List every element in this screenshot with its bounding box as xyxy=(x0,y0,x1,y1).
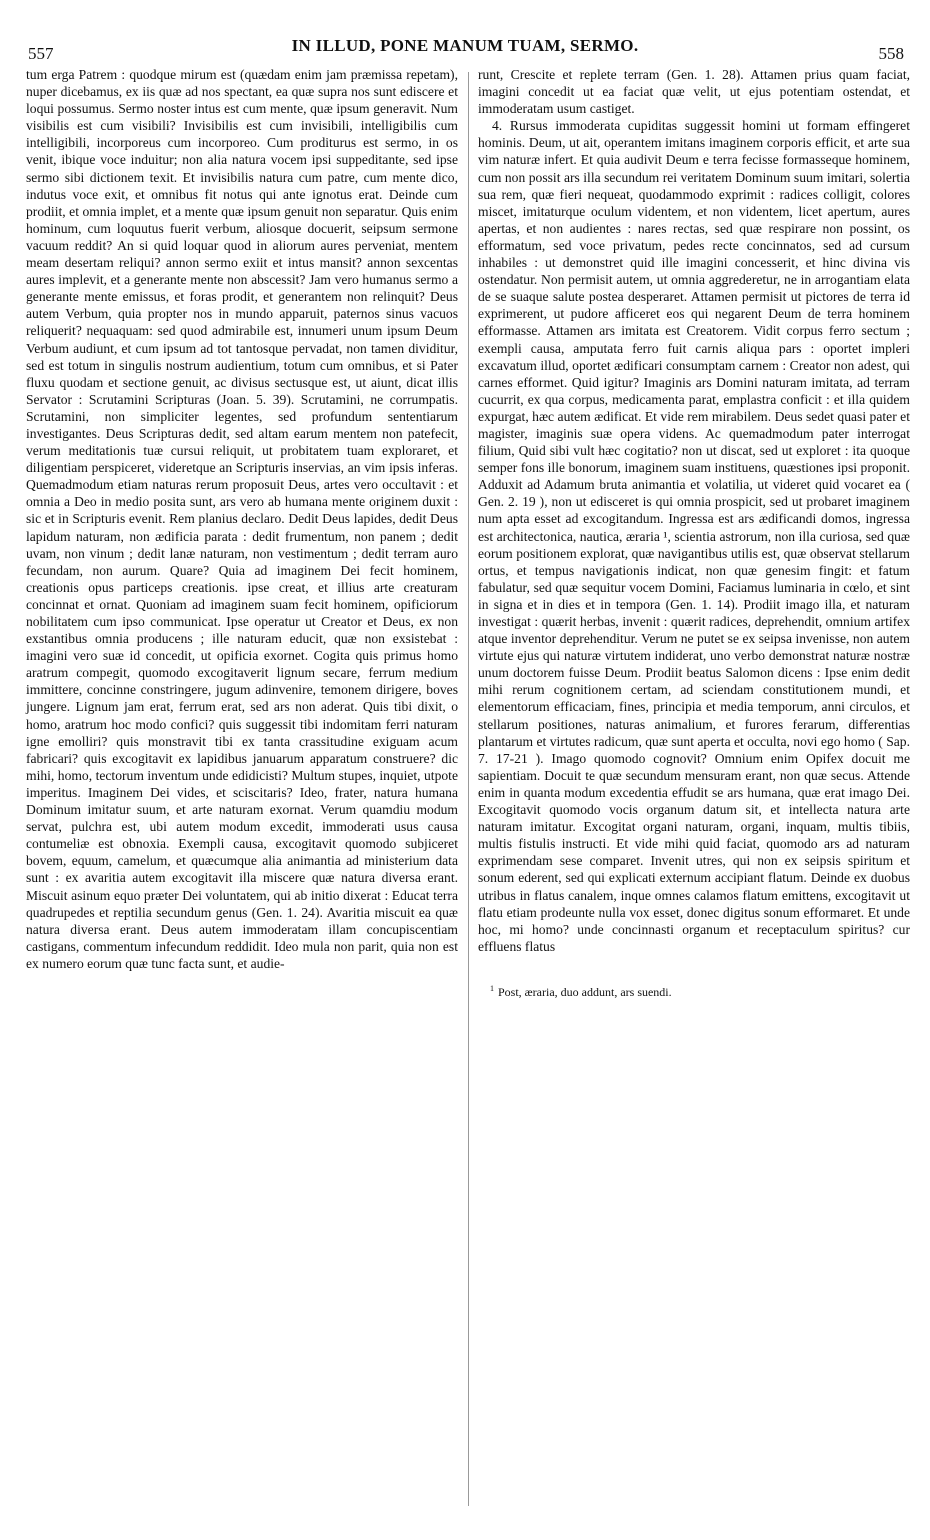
text-columns xyxy=(26,66,910,1520)
right-column xyxy=(478,66,910,1000)
page xyxy=(26,30,910,1520)
page-number-right: 558 xyxy=(878,44,904,63)
right-paragraph-2: 4. Rursus immoderata cupiditas suggessit homini ut formam effingeret hominis. Deum, ut ait, operantem imitans imaginem corporis efficit, et arte sua vim naturæ infert. Et quia audivit Deum e terra fecisse formasseque hominem, cum non possit ars illa secundum rei veritatem Dominum suum imitari, solertia sua rem, quæ fieri nequeat, quodammodo exprimit : radices colligit, colores miscet, imitaturque oculum videntem, et non videntem, licet apertum, aures apertas, et non audientes : nares rectas, sed quæ respirare non possint, os efformatum, sed voce privatum, pedes recte concinnatos, sed ad cursum inhabiles : ut demonstret quid ille imagini concesserit, et hinc divina vis ostendatur. Non permisit autem, ut omnia aggrederetur, ne in arrogantiam elata de se suaque salute postea desperaret. Attamen permisit ut pictores de terra id exprimerent, ut pudore afficeret eos qui negarent Deum de terra hominem efformasse. Attamen ars imitata est Creatorem. Vidit corpus ferro sectum ; exempli causa, amputata ferro fuit carnis aliqua pars : oportet impleri excavatum illud, oportet ædificari consumptam carnem : Creator non adest, qui carnes efformet. Quid igitur? Imaginis ars Domini naturam imitata, ad terram cucurrit, ex qua corpus, medicamenta parat, emplastra conficit : et illa quidem expurgat, hæc autem ædificat. Et vide rem mirabilem. Deus sedet quasi pater et magister, imaginis suæ opera videns. Ac quemadmodum pater interrogat filium, Quid sibi vult hæc cogitatio? non ut discat, sed ut exploret : ita quoque semper fons ille bonorum, imaginem suam instituens, quæstiones ipsi proponit. Adduxit ad Adamum bruta animantia et volatilia, ut videret quid vocaret ea ( Gen. 2. 19 ), non ut edisceret is qui omnia prospicit, sed ut probaret imaginem num apta esset ad excogitandum. Ingressa est ars ædificandi domos, ingressa est architectonica, nautica, æraria ¹, scientia astrorum, non illa curiosa, sed quæ eorum positionem explorat, quæ navigantibus utilis est, quæ observat stellarum ortus, et tempus navigationis indicat, non quæ genesim fingit: et fatum fabulatur, sed quæ sequitur vocem Domini, Faciamus luminaria in cœlo, et sint in signa et in dies et in tempora (Gen. 1. 14). Prodiit imago illa, et naturam investigat : quærit herbas, invenit : quærit radices, deprehendit, omnium artifex atque inventor deprehenditur. Verum ne putet se ex seipsa invenisse, non autem virtute ejus qui naturæ virtutem indiderat, uno verbo demonstrat naturæ nostræ unum doctorem fuisse Deum. Prodiit beatus Salomon dicens : Ipse enim dedit mihi rerum cognitionem certam, ad sciendam constitutionem mundi, et elementorum efficaciam, fines, principia et media temporum, anni circulos, et stellarum positiones, naturas animalium, et furores ferarum, differentias plantarum et virtutes radicum, quæ sunt aperta et occulta, novi ego homo ( Sap. 7. 17-21 ). Imago quomodo cognovit? Omnium enim Opifex docuit me sapientiam. Docuit te quæ secundum mensuram erant, non quæ secus. Attende enim in quanta modum excedentia effudit se ars humana, quæ erat imago Dei. Excogitavit quomodo vocis organum datum sit, et intellecta natura arte naturam imitatur. Excogitat organi naturam, organi, inquam, multis tibiis, multis fistulis instructi. Et vide mihi quid faciat, quomodo ars ad naturam exprimendam sese comparet. Invenit utres, qui non ex seipsis spiritum et sonum ederent, sed qui explicati externum accipiant flatum. Deinde ex duobus utribus in flatus canalem, inque omnes calamos flatum emittens, excogitavit ut flatu etiam prodeunte nulla vox esset, donec digitus sonum efformaret. Et unde hoc, mi homo? unde concinnasti organum et receptaculum spiritus? cur effluens flatus xyxy=(478,118,910,954)
footnote-text: Post, æraria, duo addunt, ars suendi. xyxy=(498,984,672,999)
running-title: IN ILLUD, PONE MANUM TUAM, SERMO. xyxy=(291,36,639,55)
page-header xyxy=(26,30,904,62)
page-number-left: 557 xyxy=(28,44,54,63)
left-column xyxy=(26,66,458,972)
right-paragraph-1: runt, Crescite et replete terram (Gen. 1. 28). Attamen prius quam faciat, imagini concedit ut ea faciat quæ velit, ut ejus potentiam ostendat, et immoderatam usum castiget. xyxy=(478,67,910,117)
column-divider xyxy=(468,72,469,1506)
footnote-mark: 1 xyxy=(490,983,494,993)
footnote xyxy=(478,981,910,1000)
left-column-text: tum erga Patrem : quodque mirum est (quædam enim jam præmissa repetam), nuper dicebamus, ex iis quæ ad nos spectant, ea quæ supra nos sunt ediscere et loqui possumus. Sermo noster intus est cum mente, quæ ipsum generavit. Num visibilis est cum visibili? Invisibilis est cum invisibili, intelligibilis cum intelligibili, incorporeus cum incorporeo. Cum proditurus est sermo, in os venit, ibique voce induitur; non alia natura vocem ipsi suppeditante, sed ipse sermo sibi dictionem texit. Et invisibilis natura cum patre, cum mente dico, indutus voce exit, et omnibus fit notus qui ante ignotus erat. Deinde cum prodiit, et omnia implet, et a mente quæ ipsum genuit non separatur. Quis enim hominum, cum loquutus fuerit verbum, aliosque docuerit, seipsum sermone vacuum reddit? An si quid loquar quod in aliorum aures perveniat, mentem meam desertam reliqui? annon sermo exiit et intus mansit? annon sexcentas aures implevit, et a generante mente non abscessit? Jam vero humanus sermo a generante mente emissus, et foras prodit, et generantem non relinquit? Deus autem Verbum, quia propter nos in mundo apparuit, paternos sinus vacuos reliquerit? nequaquam: sed quod admirabile est, innumeri unum ipsum Deum Verbum audiunt, et cum ipsum ad tot tantosque pervadat, non tamen dividitur, sed est totum in singulis nostrum audientium, totum cum omnibus, et si Pater fluxu quodam et sectione genuit, ac divisus sectusque est, ut aiunt, dicat illis Servator : Scrutamini Scripturas (Joan. 5. 39). Scrutamini, ne corrumpatis. Scrutamini, non simpliciter legentes, sed profundum sententiarum investigantes. Deus Scripturas dedit, sed altam earum mentem non patefecit, verum meditationis tuæ cursui reliquit, ut probitatem tuam exploraret, et diligentiam perspiceret, videretque an Scripturis inservias, an vim ipsis inferas. Quemadmodum etiam naturas rerum proposuit Deus, artes vero occultavit : et omnia a Deo in medio posita sunt, ars vero ab humana mente originem duxit : sic et in Scripturis evenit. Rem planius declaro. Dedit Deus lapides, dedit Deus lapidum naturam, non ædificia parata : dedit frumentum, non panem ; dedit uvam, non vinum ; dedit lanæ naturam, non vestimentum ; dedit terram auro fecundam, non aurum. Quare? Quia ad imaginem Dei fecit hominem, creationis opus particeps creationis. ipse creat, et illius arte creaturam concinnat et ornat. Quoniam ad imaginem suam fecit hominem, opificiorum nobilitatem cum ipso communicat. Ipse operatur ut Creator et Deus, ex non exstantibus omnia producens ; ille naturam educit, quæ non exsistebat : imagini vero suæ id concedit, ut opificia exornet. Cogita quis primus homo aratrum compegit, quomodo excogitaverit lignum secare, ferrum medium immittere, concinne constringere, jugum adinvenire, temonem dirigere, boves jungere. Lignum jam erat, ferrum erat, sed ars non aderat. Quis tibi dixit, o homo, aratrum hoc modo confici? quis suggessit tibi indomitam ferri naturam igne emolliri? quis monstravit tibi ex tanta crassitudine exiguam acum fabricari? quis excogitavit ex lapidibus januarum apparatum construere? dic mihi, homo, tectorum inventum unde edidicisti? Multum stupes, inquiet, utpote imperitus. Imaginem Dei vides, et sciscitaris? Ideo, frater, natura humana Dominum imitatur suum, et arte naturam exornat. Verum quamdiu modum servat, pulchra est, ubi autem modum excedit, immoderati usus causa contumeliæ est obnoxia. Exempli causa, excogitavit quomodo subjiceret bovem, equum, camelum, et quæcumque alia animantia ad ministerium data sunt : ex avaritia autem excogitavit illa miscere quæ natura diversa erant. Miscuit asinum equo præter Dei voluntatem, qui ab initio dixerat : Educat terra quadrupedes et reptilia secundum genus (Gen. 1. 24). Avaritia miscuit ea quæ natura diversa erant. Deus autem immoderatam illam concupiscentiam castigans, commentum infecundum reddidit. Ideo mula non parit, quia non est ex numero eorum quæ tunc facta sunt, et audie- xyxy=(26,67,458,971)
